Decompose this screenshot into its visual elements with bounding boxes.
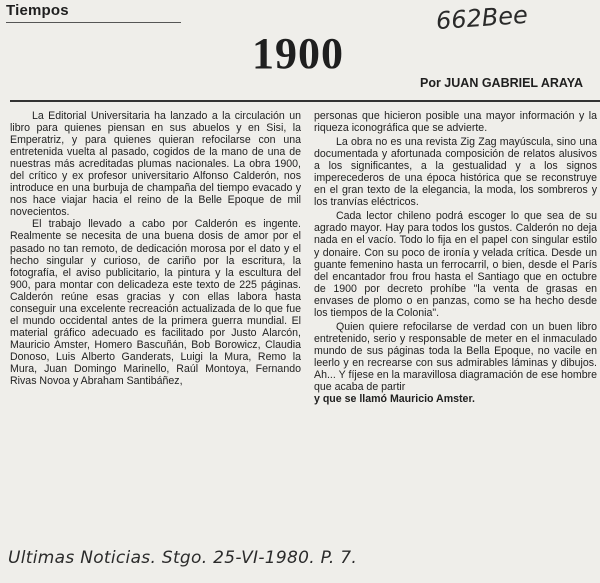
handwritten-source-note: Ultimas Noticias. Stgo. 25-VI-1980. P. 7. xyxy=(8,548,358,568)
paragraph: La obra no es una revista Zig Zag mayúscula, sino una documentada y afortunada composición de relatos alusivos a los significantes, a la gestualidad y a los signos imperecederos de una época histórica que se reconstruye en el gran texto de la elegancia, la moda, los sombreros y los tranvías eléctricos. xyxy=(314,136,597,209)
section-underline xyxy=(6,22,181,23)
paragraph: Quien quiere refocilarse de verdad con un buen libro entretenido, serio y responsable de meter en el inmaculado mundo de sus páginas toda la Bella Epoque, no vacile en leerlo y en recrearse con sus admirables láminas y dibujos. Ah... Y fíjese en la maravillosa diagramación de ese hombre que acaba de partir xyxy=(314,320,597,394)
header-divider xyxy=(10,100,600,102)
article-column-right xyxy=(314,110,597,540)
paragraph: La Editorial Universitaria ha lanzado a la circulación un libro para quienes piensan en sus abuelos y en Sisi, la Emperatriz, y para quienes quieran refocilarse con una entretenida vuelta al pasado, cogidos de la mano de una de nuestras más acreditadas plumas nacionales. La obra 1900, del crítico y ex profesor universitario Alfonso Calderón, nos introduce en una burbuja de champaña del tiempo evacado y nos hace viajar hacia el reino de la Belle Epoque de mil novecientos. xyxy=(10,110,301,219)
article-byline: Por JUAN GABRIEL ARAYA xyxy=(420,76,584,90)
article-column-left xyxy=(10,110,301,550)
paragraph-end: y que se llamó Mauricio Amster. xyxy=(314,393,475,406)
article-title: 1900 xyxy=(252,29,344,78)
paragraph: personas que hicieron posible una mayor información y la riqueza iconográfica que se advierte. xyxy=(314,110,597,135)
paragraph: El trabajo llevado a cabo por Calderón es ingente. Realmente se necesita de una buena dosis de amor por el pasado no tan remoto, de dedicación morosa por el dato y el hecho singular y curioso, de cariño por la escritura, la fotografía, el aviso publicitario, la pintura y la escultura del 900, para montar con delicadeza este texto de 225 páginas. Calderón reúne esas gracias y con ellas labora hasta conseguir una excelente recreación actualizada de lo que fue el mundo occidental antes de la primera guerra mundial. El material gráfico adecuado es facilitado por Justo Alarcón, Mauricio Amster, Homero Bascuñán, Bob Borowicz, Claudia Donoso, Luis Alberto Ganderats, Luigi la Mura, Remo la Mura, Juan Domingo Marinello, Raúl Montoya, Fernando Rivas Novoa y Abraham Santibáñez, xyxy=(10,218,301,388)
section-label: Tiempos xyxy=(6,2,69,19)
paragraph: Cada lector chileno podrá escoger lo que sea de su agrado mayor. Hay para todos los gustos. Calderón no deja nada en el vacío. Todo lo fija en el papel con singular estilo y donaire. Con su poco de ironía y velada crítica. Desde un guante femenino hasta un ferrocarril, o bien, desde el París del encantador frou frou hasta el Santiago que en octubre de 1900 por decreto prohíbe "la venta de grasas en envases de plomo o en panzas, como se ha hecho desde los tiempos de la Colonia". xyxy=(314,210,597,319)
handwritten-archive-code: 662Bee xyxy=(435,0,529,36)
